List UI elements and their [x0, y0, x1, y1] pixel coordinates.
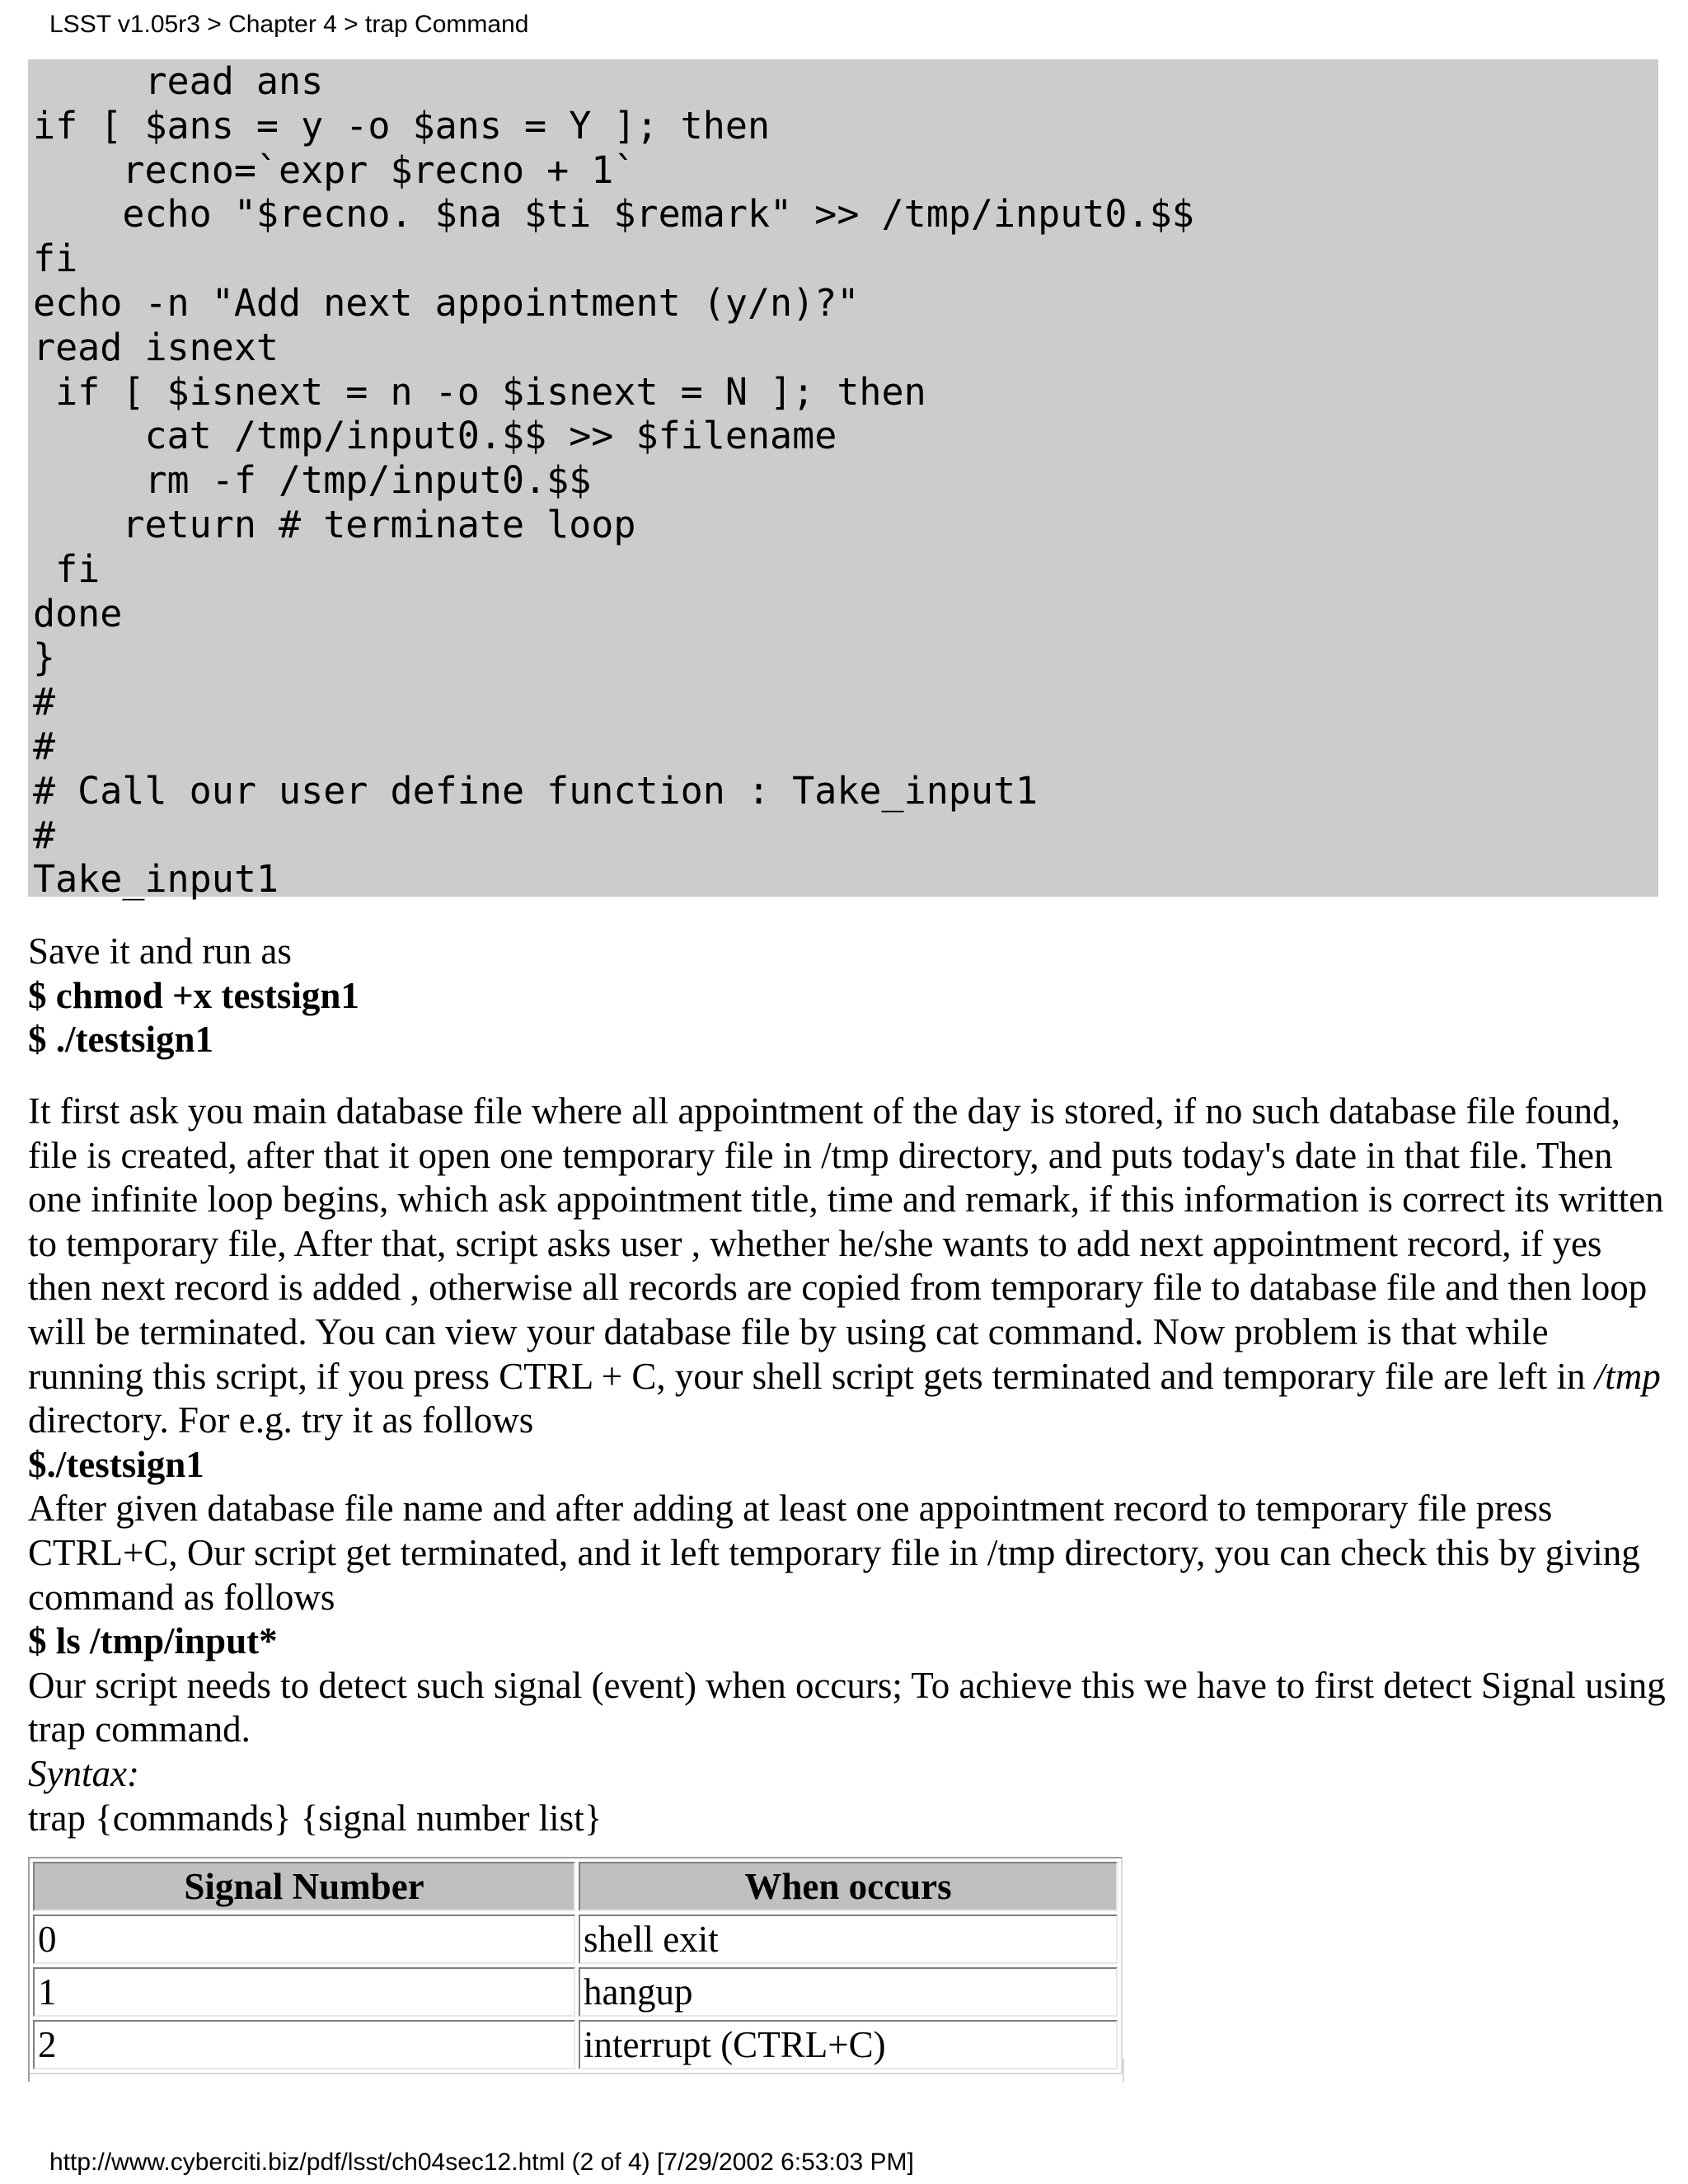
signal-number-cell: 2 [33, 2020, 575, 2069]
explanation-text-end: directory. For e.g. try it as follows [28, 1399, 534, 1441]
code-line: # [33, 680, 56, 724]
trap-syntax: trap {commands} {signal number list} [28, 1797, 603, 1839]
code-line: fi [33, 546, 101, 591]
run-intro-text: Save it and run as [28, 930, 292, 972]
explanation-section [28, 1090, 1668, 1840]
ctrl-c-paragraph: After given database file name and after adding at least one appointment record to temporary file press CTRL+C, Our script get terminated, and it left temporary file in /tmp directory, you can check this by giving command as follows [28, 1488, 1640, 1618]
code-line: read ans [33, 59, 324, 103]
code-line: # [33, 813, 56, 857]
column-header-signal-number: Signal Number [33, 1862, 575, 1911]
table-row [33, 1967, 1118, 2017]
explanation-paragraph [28, 1090, 1668, 1443]
code-line: echo "$recno. $na $ti $remark" >> /tmp/input0.$$ [33, 192, 1194, 237]
explanation-text: It first ask you main database file where all appointment of the day is stored, if no such database file found, file is created, after that it open one temporary file in /tmp directory, and puts today's date in that file. Then one infinite loop begins, which ask appointment title, time and remark, if this information is correct its written to temporary file, After that, script asks user , whether he/she wants to add next appointment record, if yes then next record is added , otherwise all records are copied from temporary file to database file and then loop will be terminated. You can view your database file by using cat command. Now problem is that while running this script, if you press CTRL + C, your shell script gets terminated and temporary file are left in [28, 1090, 1664, 1397]
syntax-label: Syntax: [28, 1752, 139, 1794]
code-block [28, 59, 1658, 902]
code-line: read isnext [33, 325, 279, 369]
code-line: rm -f /tmp/input0.$$ [33, 458, 592, 503]
when-occurs-cell: shell exit [579, 1915, 1118, 1964]
signal-detect-paragraph: Our script needs to detect such signal (event) when occurs; To achieve this we have to first detect Signal using trap command. [28, 1664, 1666, 1750]
code-line: echo -n "Add next appointment (y/n)?" [33, 280, 860, 325]
run-instructions [28, 930, 1668, 1062]
when-occurs-cell: interrupt (CTRL+C) [579, 2020, 1118, 2069]
when-occurs-cell: hangup [579, 1967, 1118, 2017]
command-run-script: $ ./testsign1 [28, 1019, 213, 1061]
code-line: # Call our user define function : Take_input1 [33, 768, 1039, 813]
signal-number-cell: 1 [33, 1967, 575, 2017]
code-line: recno=`expr $recno + 1` [33, 148, 636, 192]
table-header-row [33, 1862, 1118, 1911]
column-header-when-occurs: When occurs [579, 1862, 1118, 1911]
tmp-path-italic: /tmp [1594, 1355, 1661, 1397]
code-line: if [ $ans = y -o $ans = Y ]; then [33, 103, 771, 148]
code-line: # [33, 724, 56, 768]
code-line: fi [33, 237, 78, 281]
code-line: if [ $isnext = n -o $isnext = N ]; then [33, 369, 926, 414]
command-run-script-again: $./testsign1 [28, 1443, 204, 1485]
page-footer-url: http://www.cyberciti.biz/pdf/lsst/ch04sec12.html (2 of 4) [7/29/2002 6:53:03 PM] [49, 2149, 914, 2176]
table-row [33, 1915, 1118, 1964]
code-line: Take_input1 [33, 857, 279, 902]
signal-number-cell: 0 [33, 1915, 575, 1964]
code-line: } [33, 635, 56, 680]
code-line: cat /tmp/input0.$$ >> $filename [33, 414, 837, 458]
code-line: return # terminate loop [33, 502, 636, 546]
table-continuation-edge [28, 2059, 1124, 2082]
command-ls-tmp: $ ls /tmp/input* [28, 1620, 278, 1662]
code-line: done [33, 591, 123, 635]
signal-table [28, 1857, 1123, 2074]
command-chmod: $ chmod +x testsign1 [28, 974, 359, 1016]
page-header-breadcrumb: LSST v1.05r3 > Chapter 4 > trap Command [49, 11, 529, 38]
